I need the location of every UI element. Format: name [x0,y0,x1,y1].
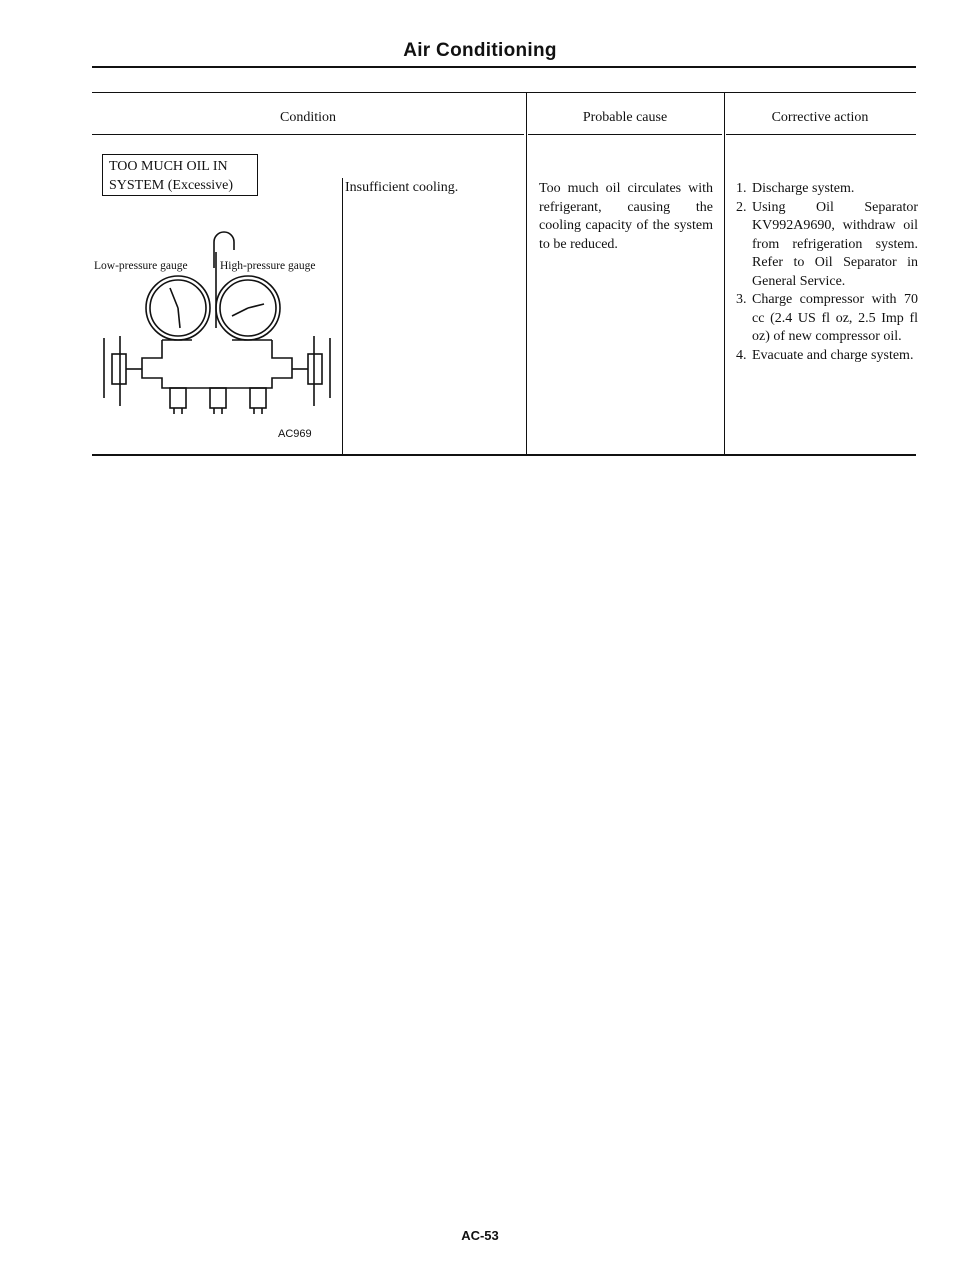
column-divider-cause [526,92,527,456]
page-number: AC-53 [461,1228,499,1243]
header-underline-2 [528,134,722,135]
manifold-gauge-icon [92,228,342,428]
column-divider-symptom [342,178,343,456]
column-header-action: Corrective action [771,110,869,125]
condition-line-1: TOO MUCH OIL IN [109,159,228,174]
action-item: 3. Charge compressor with 70 cc (2.4 US fl oz, 2.5 Imp fl oz) of new compressor oil. [736,292,918,344]
page-title: Air Conditioning [403,40,557,61]
action-item: 4. Evacuate and charge system. [736,347,914,363]
header-rule [92,66,916,68]
condition-line-2: SYSTEM (Excessive) [109,178,234,193]
table-top-rule [92,92,916,93]
header-underline-1 [92,134,524,135]
condition-box [102,154,258,196]
manifold-gauge-figure [92,228,342,453]
symptom-text: Insufficient cooling. [345,180,459,195]
low-pressure-label: Low-pressure gauge [94,260,188,272]
corrective-action-list [736,180,918,365]
header-underline-3 [726,134,916,135]
column-header-condition: Condition [279,110,336,125]
figure-code: AC969 [278,428,312,440]
probable-cause-text: Too much oil circulates with refrigerant, causing the cooling capacity of the system to be reduced. [539,181,713,252]
high-pressure-label: High-pressure gauge [220,260,316,272]
table-bottom-rule [92,454,916,456]
column-divider-action [724,92,725,456]
column-header-cause: Probable cause [582,110,668,125]
troubleshooting-table [92,92,916,456]
action-item: 2. Using Oil Separator KV992A9690, withdraw oil from refrigeration system. Refer to Oil Separator in General Service. [736,199,918,289]
action-item: 1. Discharge system. [736,181,855,196]
